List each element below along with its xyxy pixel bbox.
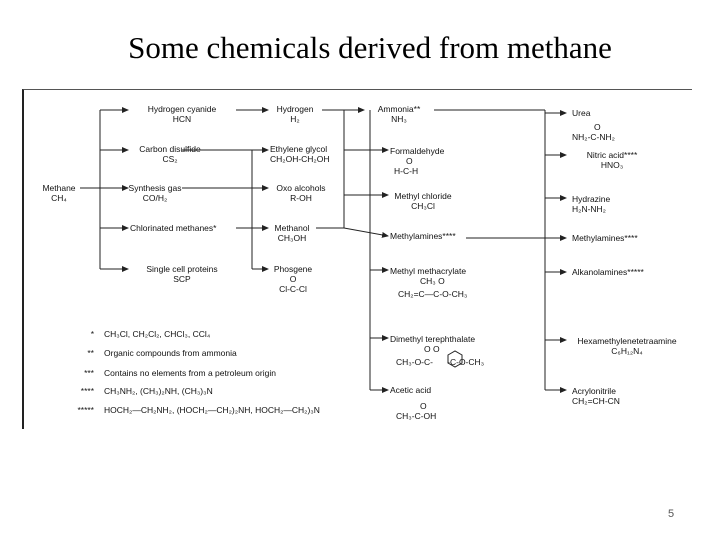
node-formula: CH₃ O xyxy=(420,276,445,286)
node-methanol xyxy=(268,223,316,243)
legend-mark: **** xyxy=(80,386,94,396)
node-dimethyl-terephthalate xyxy=(390,334,484,367)
node-nitric-acid xyxy=(566,150,658,170)
node-formaldehyde xyxy=(390,146,444,176)
node-ammonia xyxy=(364,104,434,124)
node-name: Ammonia** xyxy=(377,104,421,114)
node-name: Methylamines**** xyxy=(572,233,638,243)
node-phosgene xyxy=(268,264,318,294)
node-name: Alkanolamines***** xyxy=(572,267,644,277)
node-formula: H₂ xyxy=(290,114,300,124)
legend-mark: *** xyxy=(84,368,94,378)
node-name: Acrylonitrile xyxy=(572,386,616,396)
node-alkanolamines xyxy=(572,267,644,277)
node-name: Methyl chloride xyxy=(394,191,452,201)
node-name: Hydrogen cyanide xyxy=(147,104,217,114)
node-single-cell-proteins xyxy=(128,264,236,284)
node-formula: CH₃Cl xyxy=(411,201,435,211)
methane-node xyxy=(36,183,82,203)
node-name: Hydrogen xyxy=(276,104,314,114)
node-name: Phosgene xyxy=(273,264,313,274)
node-hexamethylenetetraamine xyxy=(566,336,688,356)
node-acrylonitrile xyxy=(572,386,620,406)
legend-text: CH₃NH₂, (CH₃)₂NH, (CH₃)₃N xyxy=(104,386,213,396)
node-hydrogen-cyanide xyxy=(128,104,236,124)
node-name: Acetic acid xyxy=(390,385,432,395)
node-name: Single cell proteins xyxy=(146,264,218,274)
legend-text: CH₃Cl, CH₂Cl₂, CHCl₃, CCl₄ xyxy=(104,329,211,339)
legend-text: Contains no elements from a petroleum origin xyxy=(104,368,276,378)
node-name: Methyl methacrylate xyxy=(390,266,467,276)
node-ethylene-glycol xyxy=(270,144,329,164)
node-name: Hexamethylenetetraamine xyxy=(577,336,677,346)
node-formula-structure: H-C-H xyxy=(394,166,419,176)
node-formula-structure: CH₂=C—C-O-CH₃ xyxy=(398,289,468,299)
node-name: Synthesis gas xyxy=(128,183,182,193)
node-name: Formaldehyde xyxy=(390,146,445,156)
node-synthesis-gas xyxy=(128,183,182,203)
node-methylamines-a xyxy=(390,231,456,241)
node-formula: HNO₃ xyxy=(600,160,624,170)
node-name: Urea xyxy=(572,108,591,118)
page-number: 5 xyxy=(668,508,675,520)
legend-mark: * xyxy=(90,329,94,339)
node-chlorinated-methanes xyxy=(130,223,216,233)
node-name: Oxo alcohols xyxy=(276,183,326,193)
node-name: Ethylene glycol xyxy=(270,144,328,154)
node-formula: CH₂=CH-CN xyxy=(572,396,620,406)
node-name: Dimethyl terephthalate xyxy=(390,334,476,344)
methane-formula: CH₄ xyxy=(51,193,67,203)
node-formula: SCP xyxy=(173,274,191,284)
node-formula: CO/H₂ xyxy=(142,193,168,203)
node-name: Chlorinated methanes* xyxy=(130,223,217,233)
node-methylamines-b xyxy=(572,233,638,243)
legend-text: HOCH₂—CH₂NH₂, (HOCH₂—CH₂)₂NH, HOCH₂—CH₂)₃N xyxy=(104,405,320,415)
node-hydrazine xyxy=(572,194,610,214)
node-name: Nitric acid**** xyxy=(586,150,638,160)
node-name: Methanol xyxy=(274,223,310,233)
node-formula-structure: NH₂-C-NH₂ xyxy=(572,132,615,142)
node-methyl-methacrylate xyxy=(390,266,467,299)
node-name: Methylamines**** xyxy=(390,231,456,241)
node-formula-structure: CH₃-O-C- -C-O-CH₃ xyxy=(396,357,485,367)
node-formula: CH₃OH xyxy=(277,233,307,243)
node-formula: R-OH xyxy=(290,193,312,203)
node-formula-structure: CH₃-C-OH xyxy=(396,411,437,421)
node-formula: C₆H₁₂N₄ xyxy=(611,346,643,356)
node-methyl-chloride xyxy=(388,191,458,211)
legend-mark: ** xyxy=(87,348,94,358)
node-formula: CH₂OH-CH₂OH xyxy=(270,154,330,164)
node-formula: O O xyxy=(424,344,440,354)
node-formula: H₂N-NH₂ xyxy=(572,204,606,214)
node-name: Carbon disulfide xyxy=(139,144,201,154)
node-carbon-disulfide xyxy=(128,144,212,164)
node-name: Hydrazine xyxy=(572,194,611,204)
node-oxo-alcohols xyxy=(268,183,334,203)
node-formula: O xyxy=(594,122,601,132)
node-formula: HCN xyxy=(172,114,192,124)
slide-title: Some chemicals derived from methane xyxy=(128,30,612,65)
node-formula: CS₂ xyxy=(162,154,178,164)
node-formula: O xyxy=(420,401,427,411)
node-formula: O xyxy=(289,274,297,284)
legend-mark: ***** xyxy=(77,405,94,415)
node-formula: NH₃ xyxy=(391,114,407,124)
legend-text: Organic compounds from ammonia xyxy=(104,348,237,358)
node-formula: O xyxy=(406,156,413,166)
node-acetic-acid xyxy=(390,385,436,421)
node-urea xyxy=(572,108,615,142)
node-hydrogen xyxy=(268,104,322,124)
node-formula-structure: Cl-C-Cl xyxy=(279,284,307,294)
methane-name: Methane xyxy=(42,183,76,193)
